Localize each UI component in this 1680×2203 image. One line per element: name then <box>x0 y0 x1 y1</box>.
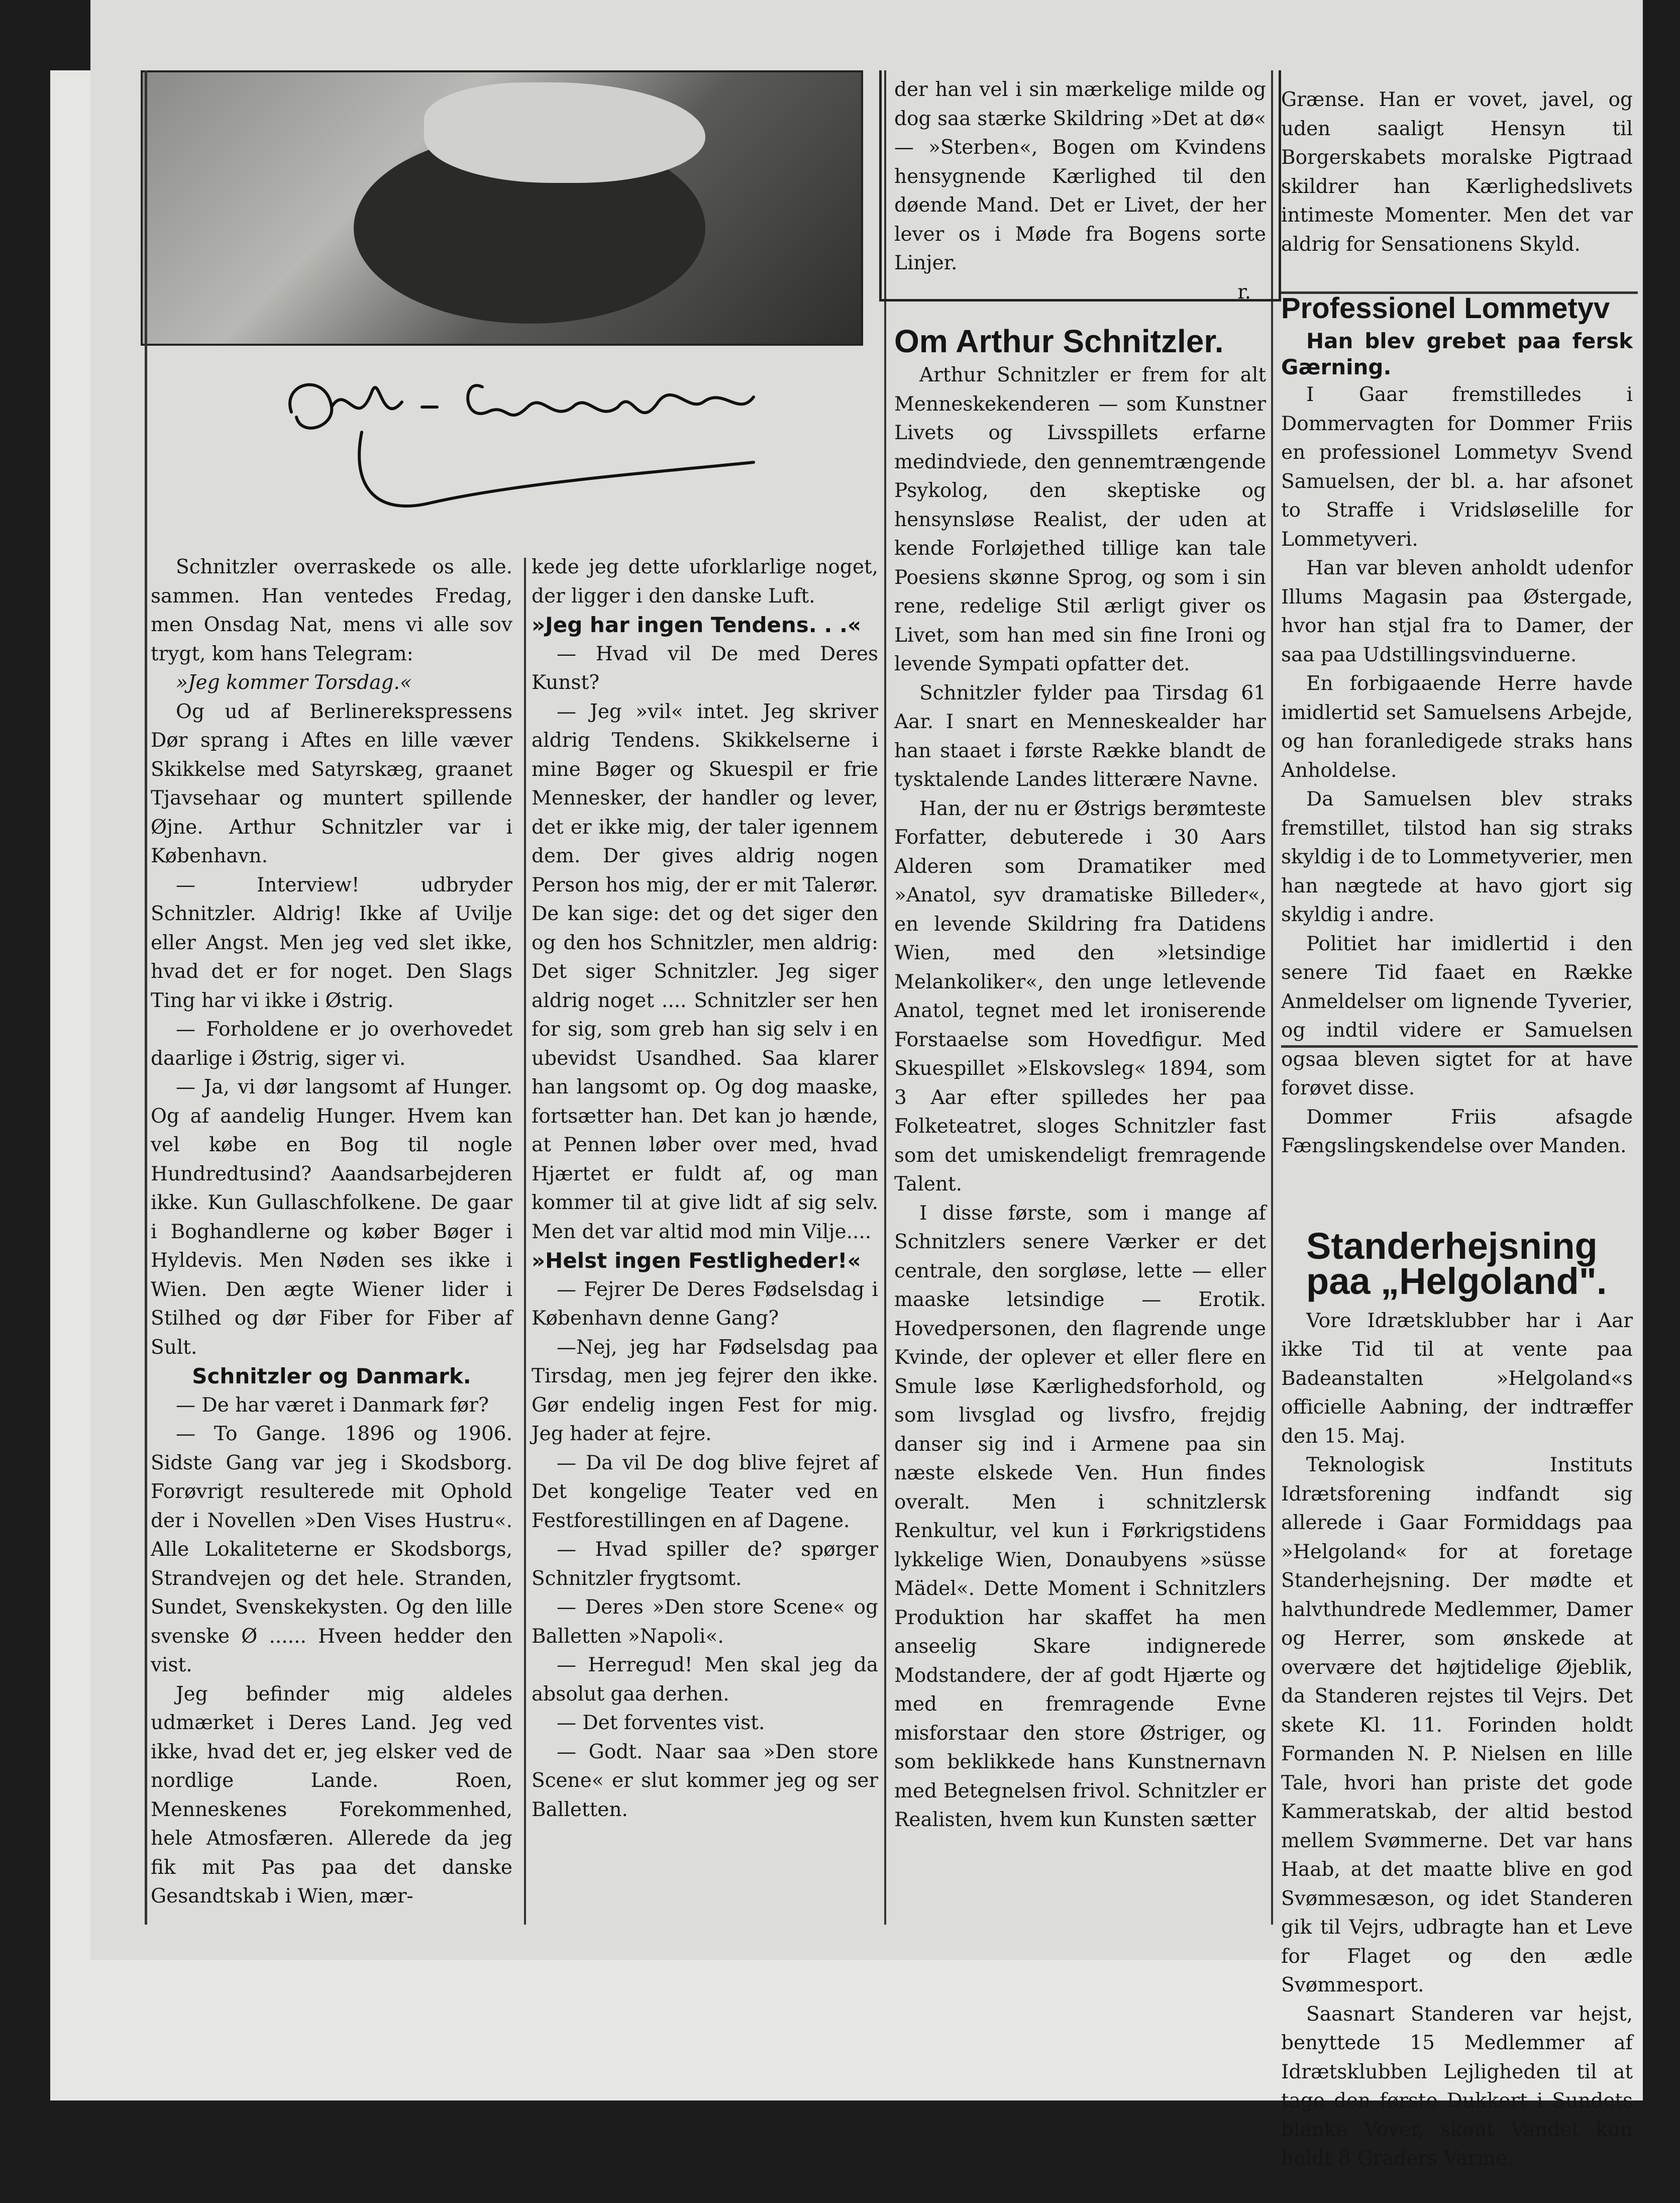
paragraph: En forbigaaende Herre havde imidlertid set Samuelsens Arbejde, og han foranledigede straks hans Anholdelse. <box>1281 672 1633 782</box>
column-4 <box>1281 85 1633 2173</box>
column-rule <box>524 558 526 1925</box>
paragraph: Teknologisk Instituts Idrætsforening indfandt sig allerede i Gaar Formiddags paa »Helgoland« for at foretage Standerhejsning. Der mødte et halvthundrede Medlemmer, Damer og Herrer, som ønskede at overvære det højtidelige Øjeblik, da Standeren rejstes til Vejrs. Det skete Kl. 11. Forinden holdt Formanden N. P. Nielsen en lille Tale, hvori han priste det gode Kammeratskab, der altid bestod mellem Svømmerne. Det var hans Haab, at det maatte blive en god Svømmesæson, og idet Standeren gik til Vejrs, udbragte han et Leve for Flaget og den ædle Svømmesport. <box>1281 1454 1633 1996</box>
column-1 <box>151 553 512 1911</box>
headline: Professionel Lommetyv <box>1281 292 1610 325</box>
paragraph: Han, der nu er Østrigs berømteste Forfatter, debuterede i 30 Aars Alderen som Dramatiker med »Anatol, syv dramatiske Billeder«, en levende Skildring fra Datidens Wien, med den »letsindige Melankoliker«, den unge letlevende Anatol, tegnet med let ironiserende Forstaaelse som Hovedfigur. Med Skuespillet »Elskovsleg« 1894, som 3 Aar efter spilledes her paa Folketeatret, sloges Schnitzler fast som det umiskendeligt fremragende Talent. <box>894 797 1266 1195</box>
paragraph: — Jeg »vil« intet. Jeg skriver aldrig Tendens. Skikkelserne i mine Bøger og Skuespil er frie Mennesker, der handler og lever, det er ikke mig, der taler igennem dem. Der gives aldrig nogen Person hos mig, der er mit Talerør. De kan sige: det og det siger den og den hos Schnitzler, men aldrig: Det siger Schnitzler. Jeg siger aldrig noget .... Schnitzler ser hen for sig, som greb han sig selv i en ubevidst Usandhed. Saa klarer han langsomt op. Og dog maaske, fortsætter han. Det kan jo hænde, at Pennen løber over med, hvad Hjærtet er fuldt af, og man kommer til at give lidt af sig selv. Men det var altid mod min Vilje.... <box>532 700 878 1243</box>
subheading: »Jeg har ingen Tendens. . .« <box>532 613 862 637</box>
subheading: Han blev grebet paa fersk Gærning. <box>1281 329 1633 379</box>
paragraph: — Interview! udbryder Schnitzler. Aldrig! Ikke af Uvilje eller Angst. Men jeg ved slet ikke, hvad det er for noget. Den Slags Ting har vi ikke i Østrig. <box>151 873 512 1012</box>
headline: Om Arthur Schnitzler. <box>894 323 1224 359</box>
column-rule <box>884 70 886 1925</box>
paragraph: — To Gange. 1896 og 1906. Sidste Gang var jeg i Skodsborg. Forøvrigt resulterede mit Ophold der i Novellen »Den Vises Hustru«. Alle Lokaliteterne er Skodsborgs, Strandvejen og det hele. Stranden, Sundet, Svenskekysten. Og den lille svenske Ø ...... Hveen hedder den vist. <box>151 1423 512 1676</box>
headline: Standerhejsning <box>1306 1225 1598 1267</box>
column-2 <box>532 553 878 1824</box>
author-initial: r. <box>1237 280 1251 304</box>
column-rule <box>1271 70 1273 1925</box>
paragraph: »Jeg kommer Torsdag.« <box>176 671 412 694</box>
column-rule <box>145 70 147 1925</box>
paragraph: — Fejrer De Deres Fødselsdag i København denne Gang? <box>532 1278 878 1330</box>
paragraph: Schnitzler fylder paa Tirsdag 61 Aar. I snart en Menneskealder har han staaet i første Række blandt de tysktalende Landes litterære Navne. <box>894 681 1266 791</box>
paragraph: I disse første, som i mange af Schnitzlers senere Værker er det centrale, den sorgløse, lette — eller maaske letsindige — Erotik. Hovedpersonen, den flagrende unge Kvinde, der oplever et eller flere en Smule løse Kærlighedsforhold, og som livsglad og livsfro, frejdig danser sig ind i Armene paa sin næste elskede Ven. Hun findes overalt. Men i schnitzlersk Renkultur, vel kun i Førkrigstidens lykkelige Wien, Donaubyens »süsse Mädel«. Dette Moment i Schnitzlers Produktion har skaffet ha men anseelig Skare indignerede Modstandere, der af godt Hjærte og med en fremragende Evne misforstaar den store Østriger, og som beklikkede hans Kunstnernavn med Betegnelsen frivol. Schnitzler er Realisten, hvem kun Kunsten sætter <box>894 1201 1266 1831</box>
paragraph: — Forholdene er jo overhovedet daarlige i Østrig, siger vi. <box>151 1018 512 1070</box>
paragraph: der han vel i sin mærkelige milde og dog saa stærke Skildring »Det at dø« — »Sterben«, Bogen om Kvindens hensygnende Kærlighed til den døende Mand. Det er Livet, der her lever os i Møde fra Bogens sorte Linjer. <box>894 78 1266 274</box>
subheading: Schnitzler og Danmark. <box>192 1364 471 1388</box>
subheading: »Helst ingen Festligheder!« <box>532 1248 861 1273</box>
paragraph: Han var bleven anholdt udenfor Illums Magasin paa Østergade, hvor han stjal fra to Damer, der saa paa Udstillingsvinduerne. <box>1281 557 1633 666</box>
paragraph: Jeg befinder mig aldeles udmærket i Deres Land. Jeg ved ikke, hvad det er, jeg elsker ved de nordlige Lande. Roen, Menneskenes Forekommenhed, hele Atmosfæren. Allerede da jeg fik mit Pas paa det danske Gesandtskab i Wien, mær- <box>151 1682 512 1908</box>
paragraph: —Nej, jeg har Fødselsdag paa Tirsdag, men jeg fejrer den ikke. Gør endelig ingen Fest for mig. Jeg hader at fejre. <box>532 1336 878 1445</box>
paragraph: Dommer Friis afsagde Fængslingskendelse over Manden. <box>1281 1106 1633 1157</box>
paragraph: Saasnart Standeren var hejst, benyttede 15 Medlemmer af Idrætsklubben Lejligheden til at tage den første Dukkert i Sundets blanke Vover, skønt Vandet kun holdt 8 Graders Varme. <box>1281 2002 1633 2170</box>
paragraph: I Gaar fremstilledes i Dommervagten for Dommer Friis en professionel Lommetyv Svend Samuelsen, der bl. a. har afsonet to Straffe i Vridsløselille for Lommetyveri. <box>1281 383 1633 551</box>
paragraph: Og ud af Berlinerekspressens Dør sprang i Aftes en lille væver Skikkelse med Satyrskæg, graanet Tjavsehaar og muntert spillende Øjne. Arthur Schnitzler var i København. <box>151 700 512 867</box>
paragraph: — Herregud! Men skal jeg da absolut gaa derhen. <box>532 1654 878 1706</box>
paragraph: — Da vil De dog blive fejret af Det kongelige Teater ved en Festforestillingen en af Dagene. <box>532 1451 878 1532</box>
paragraph: — Deres »Den store Scene« og Balletten »Napoli«. <box>532 1596 878 1648</box>
paragraph: — Hvad spiller de? spørger Schnitzler frygtsomt. <box>532 1538 878 1590</box>
paragraph: Grænse. Han er vovet, javel, og uden saaligt Hensyn til Borgerskabets moralske Pigtraad skildrer han Kærlighedslivets intimeste Momenter. Men det var aldrig for Sensationens Skyld. <box>1281 88 1633 256</box>
portrait-photo <box>141 70 863 346</box>
paragraph: Schnitzler overraskede os alle. sammen. Han ventedes Fredag, men Onsdag Nat, mens vi alle sov trygt, kom hans Telegram: <box>151 556 512 665</box>
paragraph: Arthur Schnitzler er frem for alt Menneskekenderen — som Kunstner Livets og Livsspillets erfarne medindviede, den gennemtrængende Psykolog, den skeptiske og hensynsløse Realist, der uden at kende Forløjethed tillige kan tale Poesiens skønne Sprog, og som i sin rene, redelige Stil ærligt giver os Livet, som han med sin fine Ironi og levende Sympati opfatter det. <box>894 364 1266 675</box>
paragraph: — Ja, vi dør langsomt af Hunger. Og af aandelig Hunger. Hvem kan vel købe en Bog til nogle Hundredtusind? Aaandsarbejderen ikke. Kun Gullaschfolkene. De gaar i Boghandlerne og køber Bøger i Hyldevis. Men Nøden ses ikke i Wien. Den ægte Wiener lider i Stilhed og dør Fiber for Fiber af Sult. <box>151 1076 512 1359</box>
paragraph: — Hvad vil De med Deres Kunst? <box>532 642 878 694</box>
paragraph: Vore Idrætsklubber har i Aar ikke Tid til at vente paa Badeanstalten »Helgoland«s officielle Aabning, der indtræffer den 15. Maj. <box>1281 1309 1633 1448</box>
headline: paa „Helgoland". <box>1306 1260 1607 1302</box>
paragraph: — Godt. Naar saa »Den store Scene« er slut kommer jeg og ser Balletten. <box>532 1740 878 1821</box>
paragraph: Politiet har imidlertid i den senere Tid faaet en Række Anmeldelser om lignende Tyverier, og indtil videre er Samuelsen ogsaa bleven sigtet for at have forøvet disse. <box>1281 932 1633 1099</box>
paragraph: — Det forventes vist. <box>557 1712 765 1734</box>
paragraph: — De har været i Danmark før? <box>176 1393 489 1417</box>
handwritten-signature <box>271 352 824 543</box>
paragraph: kede jeg dette uforklarlige noget, der ligger i den danske Luft. <box>532 556 878 608</box>
column-3 <box>894 75 1266 1835</box>
paragraph: Da Samuelsen blev straks fremstillet, tilstod han sig straks skyldig i de to Lommetyverier, men han nægtede at havo gjort sig skyldig i andre. <box>1281 788 1633 926</box>
